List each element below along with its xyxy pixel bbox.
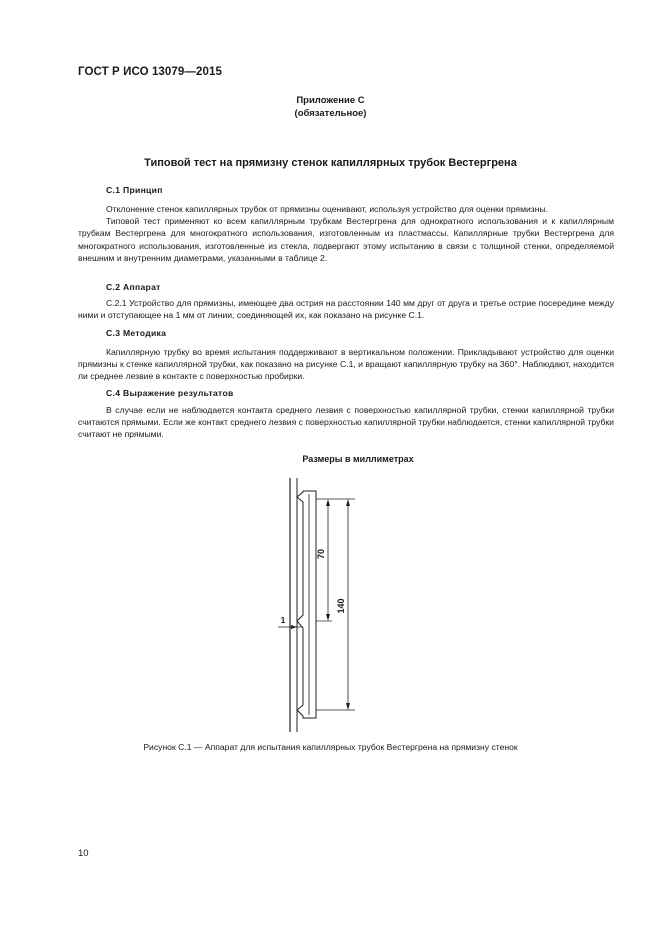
document-header: ГОСТ Р ИСО 13079—2015 [78,66,223,78]
section-c4-body [78,404,614,441]
page-number: 10 [78,848,89,859]
paragraph: Типовой тест применяют ко всем капиллярным трубкам Вестергрена для однократного использования и к капиллярным трубкам Вестергрена для многократного использования, изготовленным из пластмассы. Капиллярные трубки Вестергрена для многократного использования, изготовленные из стекла, подвергают этому испытанию в связи с толщиной стенки, определяемой внешним и внутренним диаметрами, указанными в таблице 2. [78,216,614,263]
arrow-head [346,703,350,710]
arrow-head [326,614,330,621]
paragraph: Капиллярную трубку во время испытания поддерживают в вертикальном положении. Прикладывают устройство для оценки прямизны к стенке капиллярной трубки, как показано на рисунке С.1, и вращают капиллярную трубку на 360°. Наблюдают, находится ли среднее лезвие в контакте с поверхностью пробирки. [78,347,614,382]
section-c1-body [78,203,614,264]
arrow-head [346,499,350,506]
figure-c1-diagram [0,454,661,745]
dimension-label-70: 70 [316,548,326,560]
section-c4-heading: С.4 Выражение результатов [106,388,234,398]
section-c1-heading: С.1 Принцип [106,185,163,195]
arrow-head [291,625,297,629]
units-note: Размеры в миллиметрах [302,454,414,464]
section-c2-body [78,297,614,321]
paragraph: Отклонение стенок капиллярных трубок от прямизны оценивают, используя устройство для оценки прямизны. [106,204,549,214]
figure-caption: Рисунок С.1 — Аппарат для испытания капиллярных трубок Вестергрена на прямизну стенок [143,742,518,752]
section-c3-heading: С.3 Методика [106,328,167,338]
arrow-head [326,499,330,506]
paragraph: С.2.1 Устройство для прямизны, имеющее два острия на расстоянии 140 мм друг от друга и третье острие посередине между ними и отступающее на 1 мм от линии, соединяющей их, как показано на рисунке С.1. [78,298,614,321]
annex-status: (обязательное) [294,108,367,119]
section-c2-heading: С.2 Аппарат [106,282,161,292]
section-c3-body [78,346,614,383]
straightness-device [297,491,316,718]
annex-title: Приложение С [296,95,365,106]
paragraph: В случае если не наблюдается контакта среднего лезвия с поверхностью капиллярной трубки, стенки капиллярной трубки считаются прямыми. Если же контакт среднего лезвия с поверхностью капиллярной трубки наблюдается, стенки капиллярной трубки считают не прямыми. [78,405,614,440]
dimension-label-1: 1 [280,615,286,625]
dimension-label-140: 140 [336,598,346,614]
document-title: Типовой тест на прямизну стенок капиллярных трубок Вестергрена [144,157,517,169]
